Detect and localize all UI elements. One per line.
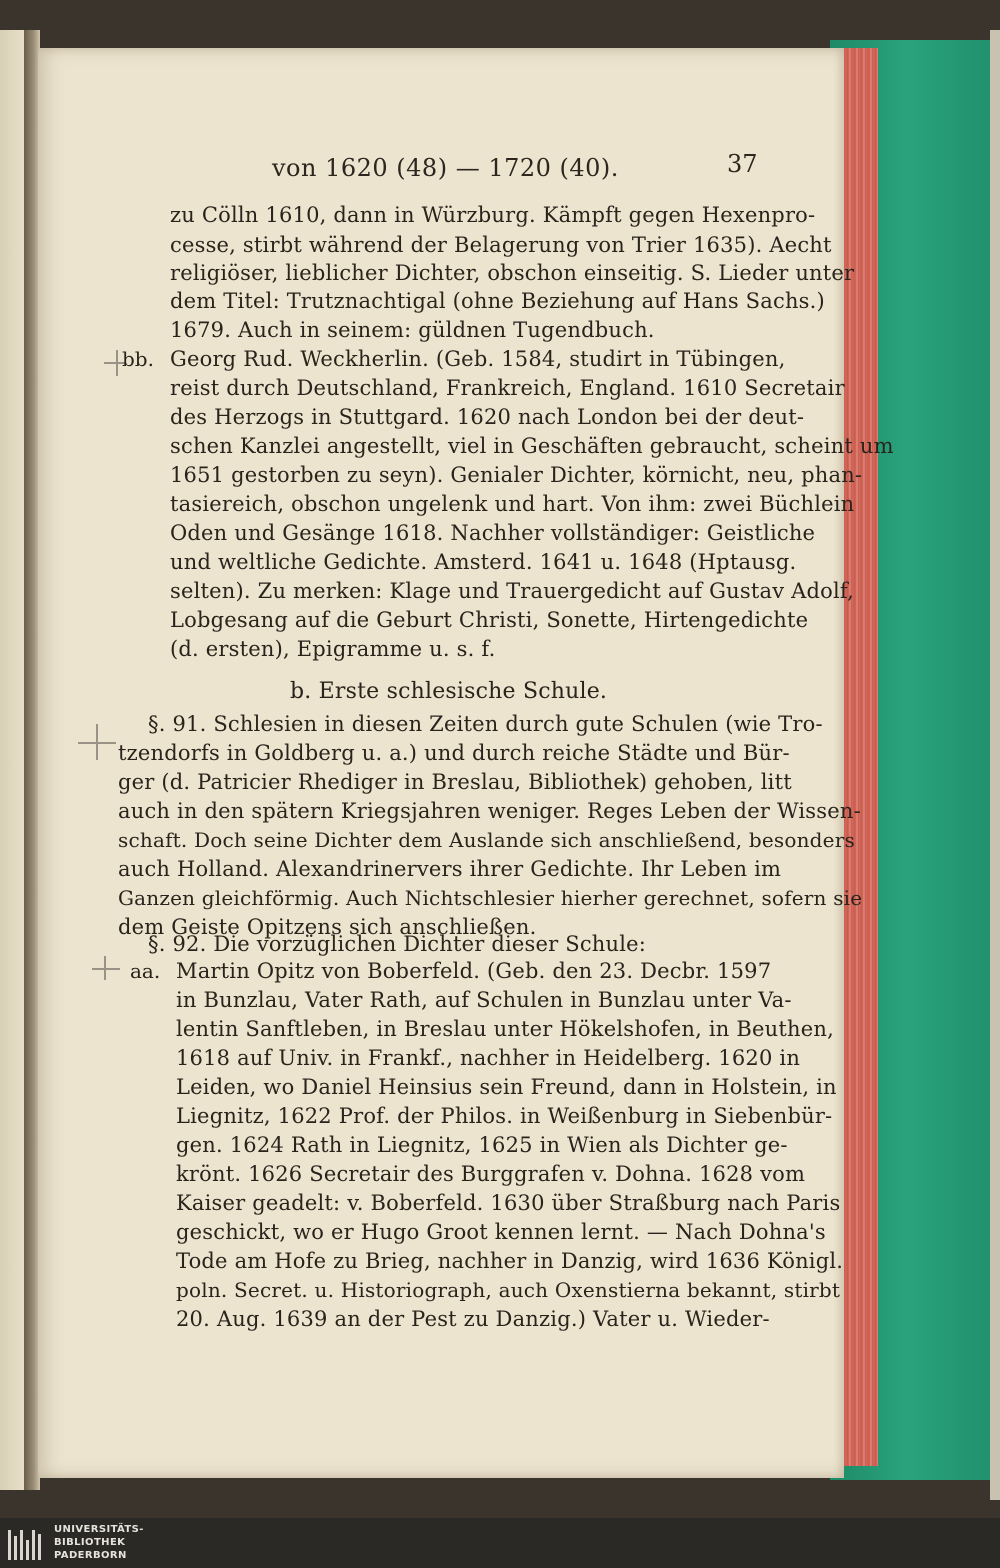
text-line: lentin Sanftleben, in Breslau unter Hökelshofen, in Beuthen,: [176, 1017, 834, 1041]
pencil-mark: [92, 968, 120, 970]
text-line: Tode am Hofe zu Brieg, nachher in Danzig, wird 1636 Königl.: [176, 1249, 844, 1273]
text-line: reist durch Deutschland, Frankreich, England. 1610 Secretair: [170, 376, 845, 400]
text-line: dem Geiste Opitzens sich anschließen.: [118, 915, 537, 939]
logo-text-line: PADERBORN: [54, 1550, 127, 1561]
text-line: §. 92. Die vorzüglichen Dichter dieser Schule:: [148, 932, 647, 956]
text-line: Leiden, wo Daniel Heinsius sein Freund, dann in Holstein, in: [176, 1075, 837, 1099]
text-line: gen. 1624 Rath in Liegnitz, 1625 in Wien als Dichter ge-: [176, 1133, 788, 1157]
text-line: Martin Opitz von Boberfeld. (Geb. den 23. Decbr. 1597: [176, 959, 772, 983]
page-number: 37: [727, 150, 758, 178]
text-line: tasiereich, obschon ungelenk und hart. Von ihm: zwei Büchlein: [170, 492, 855, 516]
text-line: tzendorfs in Goldberg u. a.) und durch reiche Städte und Bür-: [118, 741, 790, 765]
text-line: cesse, stirbt während der Belagerung von Trier 1635). Aecht: [170, 233, 832, 257]
text-line: schaft. Doch seine Dichter dem Auslande sich anschließend, besonders: [118, 828, 855, 852]
text-line: auch Holland. Alexandrinervers ihrer Gedichte. Ihr Leben im: [118, 857, 782, 881]
text-line: (d. ersten), Epigramme u. s. f.: [170, 637, 496, 661]
text-line: zu Cölln 1610, dann in Würzburg. Kämpft gegen Hexenpro-: [170, 203, 816, 227]
text-line: 1618 auf Univ. in Frankf., nachher in Heidelberg. 1620 in: [176, 1046, 801, 1070]
entry-label: bb.: [122, 347, 154, 371]
text-line: §. 91. Schlesien in diesen Zeiten durch gute Schulen (wie Tro-: [148, 712, 823, 736]
text-line: 1651 gestorben zu seyn). Genialer Dichter, körnicht, neu, phan-: [170, 463, 863, 487]
pencil-mark: [116, 350, 118, 376]
text-line: Kaiser geadelt: v. Boberfeld. 1630 über Straßburg nach Paris: [176, 1191, 841, 1215]
text-line: 20. Aug. 1639 an der Pest zu Danzig.) Vater u. Wieder-: [176, 1307, 770, 1331]
text-line: Georg Rud. Weckherlin. (Geb. 1584, studirt in Tübingen,: [170, 347, 786, 371]
cover-edge: [990, 30, 1000, 1500]
text-line: ger (d. Patricier Rhediger in Breslau, Bibliothek) gehoben, litt: [118, 770, 792, 794]
text-line: religiöser, lieblicher Dichter, obschon einseitig. S. Lieder unter: [170, 261, 855, 285]
entry-label: aa.: [130, 959, 161, 983]
text-line: Lobgesang auf die Geburt Christi, Sonette, Hirtengedichte: [170, 608, 809, 632]
library-footer: [0, 1518, 1000, 1568]
text-line: krönt. 1626 Secretair des Burggrafen v. Dohna. 1628 vom: [176, 1162, 806, 1186]
text-line: geschickt, wo er Hugo Groot kennen lernt. — Nach Dohna's: [176, 1220, 826, 1244]
text-line: Liegnitz, 1622 Prof. der Philos. in Weißenburg in Siebenbür-: [176, 1104, 833, 1128]
pencil-mark: [104, 956, 106, 980]
text-line: selten). Zu merken: Klage und Trauergedicht auf Gustav Adolf,: [170, 579, 855, 603]
running-head: von 1620 (48) — 1720 (40).: [272, 154, 619, 182]
text-line: dem Titel: Trutznachtigal (ohne Beziehung auf Hans Sachs.): [170, 289, 825, 313]
logo-text-line: UNIVERSITÄTS-: [54, 1524, 144, 1535]
pencil-mark: [96, 724, 98, 760]
text-line: in Bunzlau, Vater Rath, auf Schulen in Bunzlau unter Va-: [176, 988, 792, 1012]
text-line: Ganzen gleichförmig. Auch Nichtschlesier hierher gerechnet, sofern sie: [118, 886, 863, 910]
section-heading: b. Erste schlesische Schule.: [290, 679, 608, 704]
text-line: und weltliche Gedichte. Amsterd. 1641 u. 1648 (Hptausg.: [170, 550, 797, 574]
text-line: auch in den spätern Kriegsjahren weniger. Reges Leben der Wissen-: [118, 799, 861, 823]
text-line: des Herzogs in Stuttgard. 1620 nach London bei der deut-: [170, 405, 805, 429]
text-line: schen Kanzlei angestellt, viel in Geschäften gebraucht, scheint um: [170, 434, 894, 458]
text-line: 1679. Auch in seinem: güldnen Tugendbuch.: [170, 318, 655, 342]
text-line: Oden und Gesänge 1618. Nachher vollständiger: Geistliche: [170, 521, 816, 545]
logo-text-line: BIBLIOTHEK: [54, 1537, 126, 1548]
text-line: poln. Secret. u. Historiograph, auch Oxenstierna bekannt, stirbt: [176, 1278, 841, 1302]
library-logo-icon: [8, 1526, 48, 1560]
